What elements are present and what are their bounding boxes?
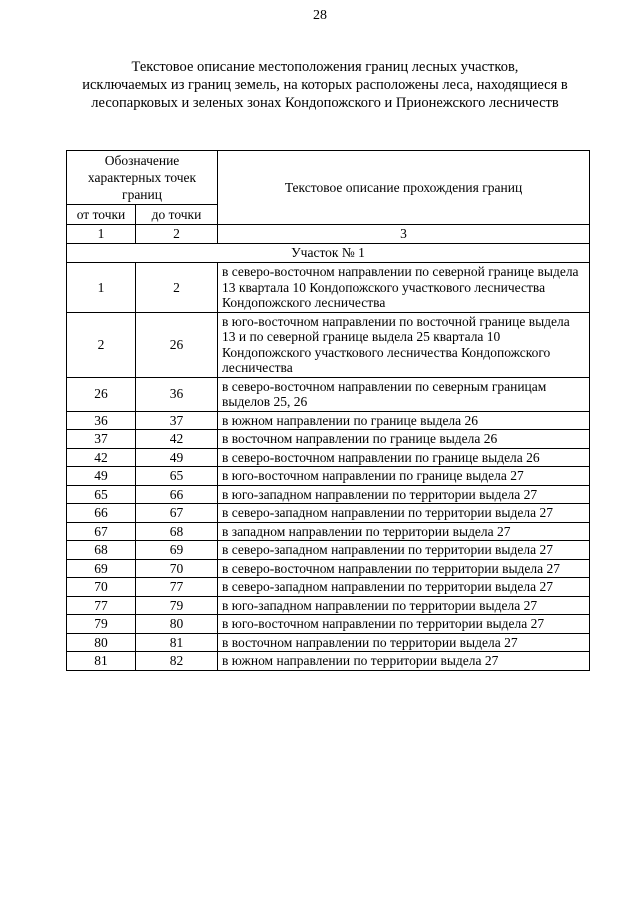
cell-from: 1 <box>67 263 136 313</box>
cell-description: в северо-западном направлении по территории выдела 27 <box>218 504 590 523</box>
cell-to: 36 <box>136 377 218 411</box>
cell-to: 37 <box>136 411 218 430</box>
cell-to: 81 <box>136 633 218 652</box>
cell-from: 67 <box>67 522 136 541</box>
table-row <box>67 377 590 411</box>
cell-to: 77 <box>136 578 218 597</box>
cell-from: 77 <box>67 596 136 615</box>
cell-from: 70 <box>67 578 136 597</box>
table-row <box>67 448 590 467</box>
section-row <box>67 244 590 263</box>
cell-description: в восточном направлении по границе выдела 26 <box>218 430 590 449</box>
section-title: Участок № 1 <box>67 244 590 263</box>
table-row <box>67 522 590 541</box>
cell-from: 49 <box>67 467 136 486</box>
cell-description: в северо-восточном направлении по северной границе выдела 13 квартала 10 Кондопожского участкового лесничества Кондопожского лесничества <box>218 263 590 313</box>
cell-from: 66 <box>67 504 136 523</box>
column-number-row <box>67 225 590 244</box>
boundary-table <box>66 150 590 671</box>
document-title <box>70 58 580 112</box>
table-row <box>67 312 590 377</box>
cell-from: 37 <box>67 430 136 449</box>
table-row <box>67 541 590 560</box>
cell-description: в южном направлении по территории выдела 27 <box>218 652 590 671</box>
table-row <box>67 559 590 578</box>
cell-to: 49 <box>136 448 218 467</box>
cell-from: 2 <box>67 312 136 377</box>
cell-description: в северо-восточном направлении по территории выдела 27 <box>218 559 590 578</box>
cell-description: в северо-восточном направлении по границе выдела 26 <box>218 448 590 467</box>
cell-to: 80 <box>136 615 218 634</box>
table-row <box>67 596 590 615</box>
cell-from: 65 <box>67 485 136 504</box>
column-number: 1 <box>67 225 136 244</box>
cell-from: 26 <box>67 377 136 411</box>
cell-to: 82 <box>136 652 218 671</box>
cell-from: 81 <box>67 652 136 671</box>
cell-to: 79 <box>136 596 218 615</box>
cell-from: 79 <box>67 615 136 634</box>
cell-description: в северо-западном направлении по территории выдела 27 <box>218 578 590 597</box>
cell-description: в восточном направлении по территории выдела 27 <box>218 633 590 652</box>
cell-description: в юго-восточном направлении по восточной границе выдела 13 и по северной границе выдела 25 квартала 10 Кондопожского участкового лесничества Кондопожского лесничества <box>218 312 590 377</box>
cell-to: 65 <box>136 467 218 486</box>
cell-to: 68 <box>136 522 218 541</box>
table-row <box>67 578 590 597</box>
header-to: до точки <box>136 205 218 225</box>
table-row <box>67 485 590 504</box>
header-designation: Обозначение характерных точек границ <box>67 151 218 205</box>
title-line: Текстовое описание местоположения границ лесных участков, <box>131 59 519 75</box>
table-row <box>67 430 590 449</box>
cell-description: в северо-восточном направлении по северным границам выделов 25, 26 <box>218 377 590 411</box>
title-line: лесопарковых и зеленых зонах Кондопожского и Прионежского лесничеств <box>91 95 559 111</box>
cell-from: 36 <box>67 411 136 430</box>
cell-description: в западном направлении по территории выдела 27 <box>218 522 590 541</box>
table-header-row <box>67 151 590 205</box>
title-line: исключаемых из границ земель, на которых расположены леса, находящиеся в <box>82 77 568 93</box>
cell-to: 42 <box>136 430 218 449</box>
table-row <box>67 615 590 634</box>
cell-description: в южном направлении по границе выдела 26 <box>218 411 590 430</box>
cell-from: 42 <box>67 448 136 467</box>
cell-from: 68 <box>67 541 136 560</box>
table-row <box>67 411 590 430</box>
column-number: 3 <box>218 225 590 244</box>
page-number: 28 <box>313 8 327 23</box>
cell-to: 69 <box>136 541 218 560</box>
cell-description: в северо-западном направлении по территории выдела 27 <box>218 541 590 560</box>
table-row <box>67 633 590 652</box>
table-row <box>67 652 590 671</box>
header-description: Текстовое описание прохождения границ <box>218 151 590 225</box>
cell-description: в юго-западном направлении по территории выдела 27 <box>218 485 590 504</box>
table-row <box>67 263 590 313</box>
cell-description: в юго-западном направлении по территории выдела 27 <box>218 596 590 615</box>
cell-to: 2 <box>136 263 218 313</box>
cell-description: в юго-восточном направлении по территории выдела 27 <box>218 615 590 634</box>
cell-to: 26 <box>136 312 218 377</box>
table-row <box>67 504 590 523</box>
header-from: от точки <box>67 205 136 225</box>
cell-to: 67 <box>136 504 218 523</box>
cell-from: 80 <box>67 633 136 652</box>
cell-description: в юго-восточном направлении по границе выдела 27 <box>218 467 590 486</box>
cell-to: 70 <box>136 559 218 578</box>
table-row <box>67 467 590 486</box>
cell-from: 69 <box>67 559 136 578</box>
cell-to: 66 <box>136 485 218 504</box>
column-number: 2 <box>136 225 218 244</box>
